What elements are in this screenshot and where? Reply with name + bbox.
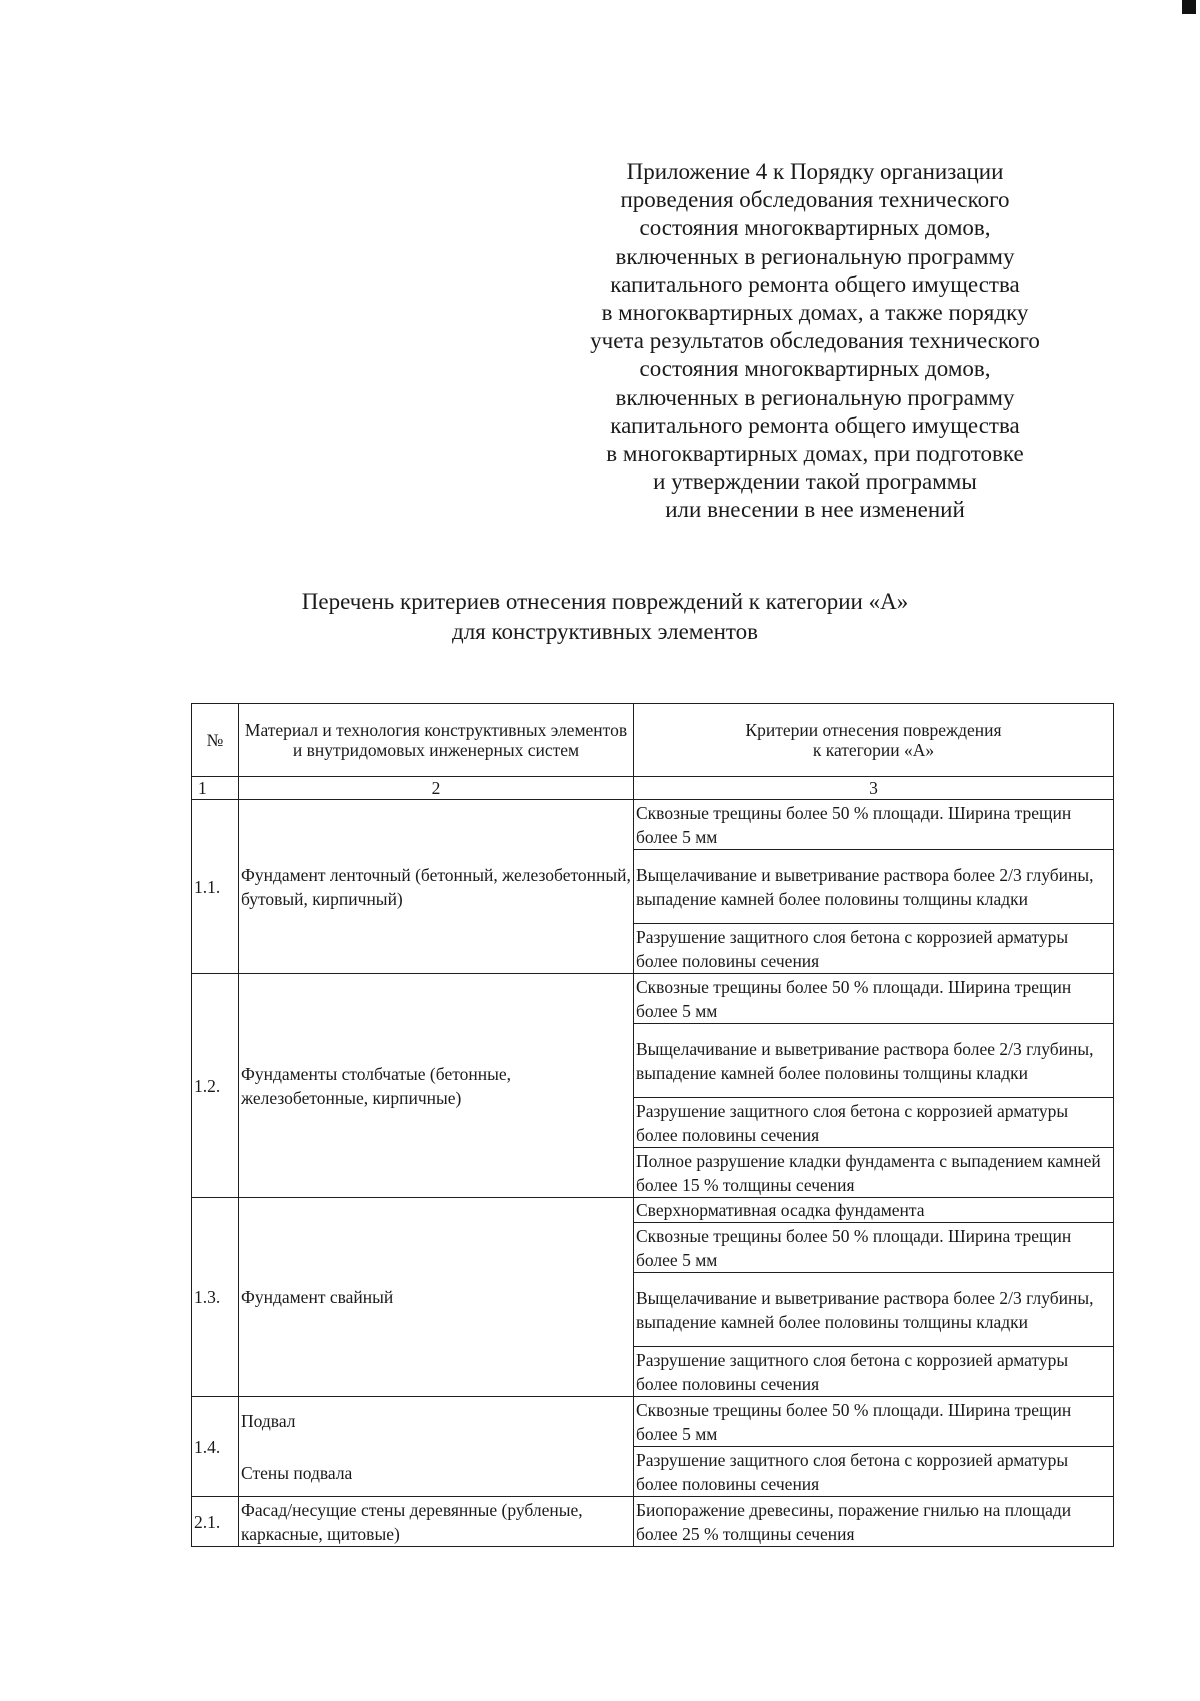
column-number-cell: 3 (634, 777, 1114, 800)
criterion-cell: Биопоражение древесины, поражение гнилью на площади более 25 % толщины сечения (634, 1497, 1114, 1547)
annex-caption (525, 158, 1105, 525)
header-number: № (192, 704, 239, 777)
header-element: Материал и технология конструктивных элементов и внутридомовых инженерных систем (239, 704, 634, 777)
criteria-table (191, 703, 1114, 1547)
row-number: 2.1. (192, 1497, 239, 1547)
criterion-cell: Сквозные трещины более 50 % площади. Ширина трещин более 5 мм (634, 800, 1114, 850)
criterion-cell: Разрушение защитного слоя бетона с коррозией арматуры более половины сечения (634, 1347, 1114, 1397)
criterion-cell: Сквозные трещины более 50 % площади. Ширина трещин более 5 мм (634, 974, 1114, 1024)
criterion-cell: Полное разрушение кладки фундамента с выпадением камней более 15 % толщины сечения (634, 1148, 1114, 1198)
column-number-cell: 1 (192, 777, 239, 800)
annex-line: в многоквартирных домах, а также порядку (601, 300, 1029, 326)
row-number: 1.1. (192, 800, 239, 974)
element-cell: Фундамент ленточный (бетонный, железобетонный, бутовый, кирпичный) (239, 800, 634, 974)
annex-line: включенных в региональную программу (615, 243, 1015, 269)
element-cell (239, 1397, 634, 1497)
column-number-cell: 2 (239, 777, 634, 800)
annex-line: капитального ремонта общего имущества (610, 271, 1020, 297)
criterion-cell: Выщелачивание и выветривание раствора более 2/3 глубины, выпадение камней более половины толщины кладки (634, 1024, 1114, 1098)
annex-line: проведения обследования технического (620, 187, 1010, 213)
table-row (192, 1497, 1114, 1547)
criterion-cell: Разрушение защитного слоя бетона с коррозией арматуры более половины сечения (634, 1098, 1114, 1148)
element-cell: Фундамент свайный (239, 1198, 634, 1397)
annex-line: и утверждении такой программы (653, 469, 977, 495)
annex-line: учета результатов обследования технического (590, 328, 1040, 354)
criterion-cell: Выщелачивание и выветривание раствора более 2/3 глубины, выпадение камней более половины толщины кладки (634, 1273, 1114, 1347)
heading-line-1: Перечень критериев отнесения повреждений к категории «А» (301, 589, 909, 614)
criterion-cell: Сквозные трещины более 50 % площади. Ширина трещин более 5 мм (634, 1223, 1114, 1273)
element-cell: Фасад/несущие стены деревянные (рубленые, каркасные, щитовые) (239, 1497, 634, 1547)
annex-line: состояния многоквартирных домов, (639, 356, 991, 382)
table-row (192, 974, 1114, 1024)
table-row (192, 1198, 1114, 1223)
element-spacer (241, 1433, 631, 1461)
scan-corner-mark (1182, 0, 1196, 14)
table-row (192, 1397, 1114, 1447)
criterion-cell: Разрушение защитного слоя бетона с коррозией арматуры более половины сечения (634, 924, 1114, 974)
annex-line: Приложение 4 к Порядку организации (626, 159, 1004, 184)
annex-line: или внесении в нее изменений (665, 497, 965, 523)
element-line: Подвал (241, 1410, 296, 1431)
row-number: 1.3. (192, 1198, 239, 1397)
column-number-row (192, 777, 1114, 800)
annex-line: включенных в региональную программу (615, 384, 1015, 410)
criterion-cell: Разрушение защитного слоя бетона с коррозией арматуры более половины сечения (634, 1447, 1114, 1497)
header-criteria (634, 704, 1114, 777)
annex-line: капитального ремонта общего имущества (610, 412, 1020, 438)
row-number: 1.2. (192, 974, 239, 1198)
criterion-cell: Сверхнормативная осадка фундамента (634, 1198, 1114, 1223)
header-criteria-line-2: к категории «А» (812, 740, 935, 760)
element-cell: Фундаменты столбчатые (бетонные, железобетонные, кирпичные) (239, 974, 634, 1198)
annex-line: состояния многоквартирных домов, (639, 215, 991, 241)
criterion-cell: Сквозные трещины более 50 % площади. Ширина трещин более 5 мм (634, 1397, 1114, 1447)
row-number: 1.4. (192, 1397, 239, 1497)
header-criteria-line-1: Критерии отнесения повреждения (745, 720, 1002, 740)
heading-line-2: для конструктивных элементов (452, 619, 758, 644)
table-row (192, 800, 1114, 850)
element-line: Стены подвала (241, 1462, 353, 1483)
criterion-cell: Выщелачивание и выветривание раствора более 2/3 глубины, выпадение камней более половины толщины кладки (634, 850, 1114, 924)
annex-line: в многоквартирных домах, при подготовке (606, 441, 1024, 467)
document-heading (160, 587, 1050, 647)
